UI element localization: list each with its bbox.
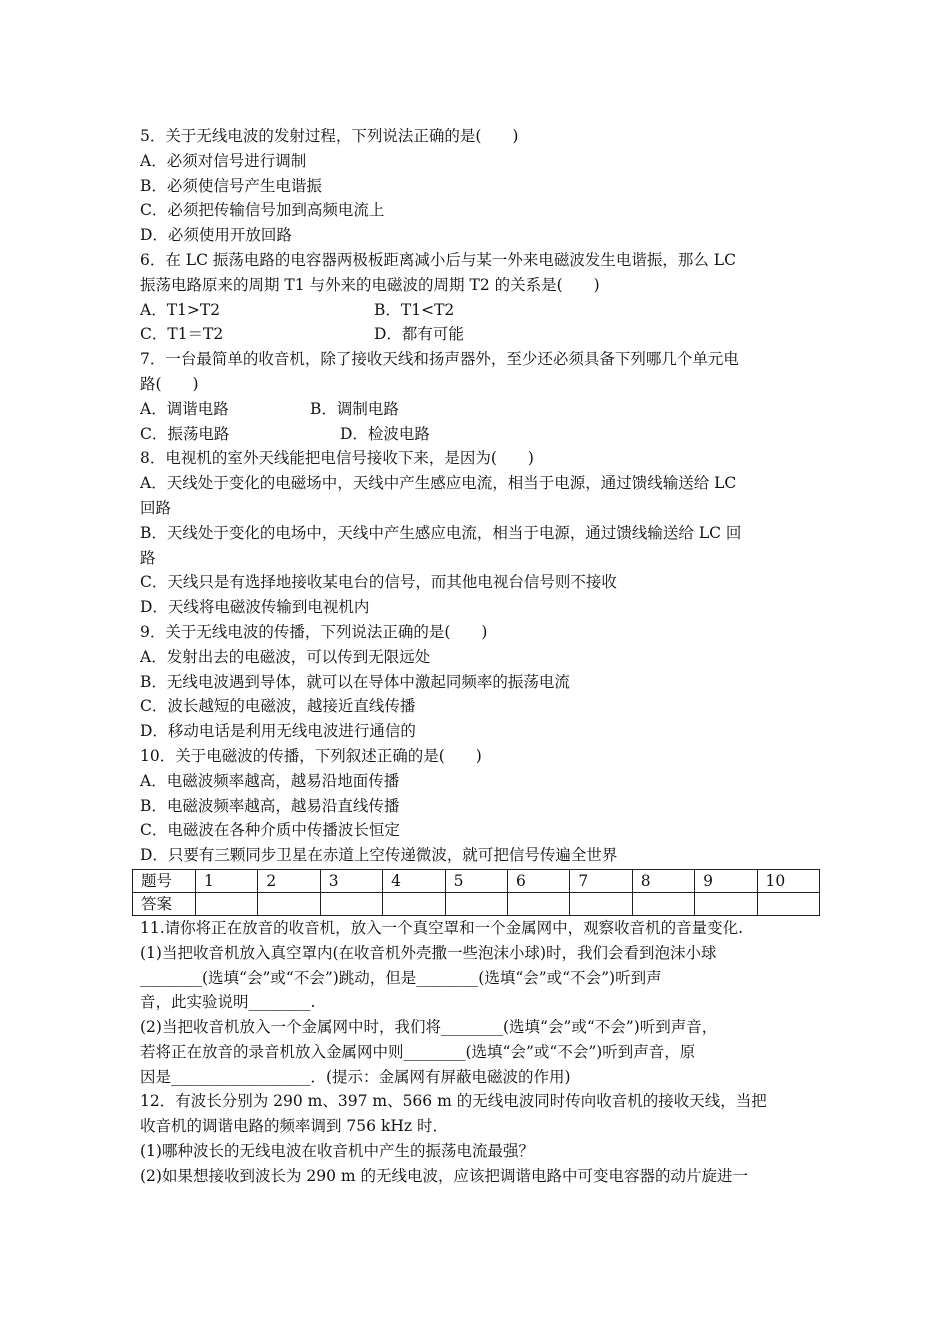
option-d: D．只要有三颗同步卫星在赤道上空传递微波，就可把信号传遍全世界 bbox=[140, 846, 618, 865]
option-b: B．电磁波频率越高，越易沿直线传播 bbox=[140, 796, 400, 815]
sub-question-1: (1)当把收音机放入真空罩内(在收音机外壳撒一些泡沫小球)时，我们会看到泡沫小球 bbox=[140, 943, 717, 962]
question-8 bbox=[140, 446, 790, 620]
sub-question-1-cont: 音，此实验说明________. bbox=[140, 993, 316, 1012]
option-a: A．天线处于变化的电磁场中，天线中产生感应电流，相当于电源，通过馈线输送给 LC bbox=[140, 474, 737, 493]
option-c: C．波长越短的电磁波，越接近直线传播 bbox=[140, 697, 416, 716]
answer-cell[interactable] bbox=[507, 892, 569, 915]
answer-cell[interactable] bbox=[258, 892, 320, 915]
option-d: D．必须使用开放回路 bbox=[140, 226, 292, 245]
question-stem: 5．关于无线电波的发射过程，下列说法正确的是( ) bbox=[140, 127, 519, 145]
question-stem-cont: 路( ) bbox=[140, 374, 199, 393]
option-b: B．无线电波遇到导体，就可以在导体中激起同频率的振荡电流 bbox=[140, 672, 570, 691]
question-11 bbox=[140, 916, 790, 1090]
question-number: 6 bbox=[507, 869, 569, 892]
answer-table-answer-row bbox=[133, 892, 820, 915]
question-stem: 8．电视机的室外天线能把电信号接收下来，是因为( ) bbox=[140, 449, 534, 468]
option-c: C．T1＝T2 bbox=[140, 325, 224, 344]
question-9 bbox=[140, 620, 790, 744]
option-a: A．电磁波频率越高，越易沿地面传播 bbox=[140, 771, 400, 790]
question-stem-cont: 振荡电路原来的周期 T1 与外来的电磁波的周期 T2 的关系是( ) bbox=[140, 275, 600, 294]
sub-question-2: (2)如果想接收到波长为 290 m 的无线电波，应该把调谐电路中可变电容器的动片旋进一 bbox=[140, 1166, 749, 1185]
option-a: A．T1>T2 bbox=[140, 300, 221, 319]
option-row bbox=[140, 298, 790, 323]
option-d: D．天线将电磁波传输到电视机内 bbox=[140, 598, 370, 617]
sub-question-2-cont: 若将正在放音的录音机放入金属网中则________(选填“会”或“不会”)听到声音，原 bbox=[140, 1042, 696, 1061]
option-c: C．电磁波在各种介质中传播波长恒定 bbox=[140, 821, 400, 840]
option-b-cont: 路 bbox=[140, 548, 156, 567]
answer-cell[interactable] bbox=[695, 892, 757, 915]
question-stem: 9．关于无线电波的传播，下列说法正确的是( ) bbox=[140, 622, 488, 641]
option-d: D．检波电路 bbox=[340, 424, 430, 443]
header-label: 题号 bbox=[133, 869, 196, 892]
question-number: 3 bbox=[320, 869, 382, 892]
sub-question-1-cont: ________(选填“会”或“不会”)跳动，但是________(选填“会”或“不会”)听到声 bbox=[140, 968, 662, 987]
answer-cell[interactable] bbox=[757, 892, 819, 915]
question-stem: 12．有波长分别为 290 m、397 m、566 m 的无线电波同时传向收音机的接收天线，当把 bbox=[140, 1092, 767, 1111]
option-row bbox=[140, 422, 790, 447]
question-12 bbox=[140, 1089, 790, 1188]
option-b: B．调制电路 bbox=[310, 399, 399, 418]
option-a: A．必须对信号进行调制 bbox=[140, 151, 307, 170]
sub-question-1: (1)哪种波长的无线电波在收音机中产生的振荡电流最强？ bbox=[140, 1142, 534, 1161]
question-stem: 7．一台最简单的收音机，除了接收天线和扬声器外，至少还必须具备下列哪几个单元电 bbox=[140, 350, 739, 369]
answer-cell[interactable] bbox=[570, 892, 632, 915]
answer-label: 答案 bbox=[133, 892, 196, 915]
question-number: 8 bbox=[632, 869, 694, 892]
option-d: D．都有可能 bbox=[374, 325, 464, 344]
answer-cell[interactable] bbox=[632, 892, 694, 915]
option-b: B．必须使信号产生电谐振 bbox=[140, 176, 322, 195]
option-c: C．振荡电路 bbox=[140, 424, 230, 443]
option-d: D．移动电话是利用无线电波进行通信的 bbox=[140, 722, 416, 741]
answer-table-header-row bbox=[133, 869, 820, 892]
sub-question-2-cont: 因是__________________．(提示：金属网有屏蔽电磁波的作用) bbox=[140, 1067, 571, 1086]
question-10 bbox=[140, 744, 790, 868]
option-b: B．天线处于变化的电场中，天线中产生感应电流，相当于电源，通过馈线输送给 LC 回 bbox=[140, 523, 742, 542]
question-6 bbox=[140, 248, 790, 347]
option-c: C．必须把传输信号加到高频电流上 bbox=[140, 201, 385, 220]
option-b: B．T1<T2 bbox=[374, 300, 455, 319]
question-number: 7 bbox=[570, 869, 632, 892]
question-number: 1 bbox=[196, 869, 258, 892]
option-a-cont: 回路 bbox=[140, 498, 172, 517]
question-stem: 6．在 LC 振荡电路的电容器两极板距离减小后与某一外来电磁波发生电谐振，那么 LC bbox=[140, 250, 736, 269]
answer-table bbox=[132, 869, 820, 916]
answer-cell[interactable] bbox=[383, 892, 445, 915]
option-a: A．发射出去的电磁波，可以传到无限远处 bbox=[140, 647, 431, 666]
option-row bbox=[140, 397, 790, 422]
answer-cell[interactable] bbox=[445, 892, 507, 915]
option-row bbox=[140, 322, 790, 347]
option-c: C．天线只是有选择地接收某电台的信号，而其他电视台信号则不接收 bbox=[140, 573, 617, 592]
question-stem: 11.请你将正在放音的收音机，放入一个真空罩和一个金属网中，观察收音机的音量变化. bbox=[140, 918, 744, 937]
answer-cell[interactable] bbox=[196, 892, 258, 915]
document-page bbox=[140, 124, 790, 1189]
question-number: 10 bbox=[757, 869, 819, 892]
question-stem-cont: 收音机的调谐电路的频率调到 756 kHz 时． bbox=[140, 1117, 448, 1136]
answer-cell[interactable] bbox=[320, 892, 382, 915]
question-7 bbox=[140, 347, 790, 446]
question-number: 5 bbox=[445, 869, 507, 892]
question-number: 2 bbox=[258, 869, 320, 892]
question-5 bbox=[140, 124, 790, 248]
question-number: 9 bbox=[695, 869, 757, 892]
question-stem: 10．关于电磁波的传播，下列叙述正确的是( ) bbox=[140, 746, 482, 765]
sub-question-2: (2)当把收音机放入一个金属网中时，我们将________(选填“会”或“不会”)听到声音， bbox=[140, 1018, 718, 1037]
option-a: A．调谐电路 bbox=[140, 399, 229, 418]
question-number: 4 bbox=[383, 869, 445, 892]
